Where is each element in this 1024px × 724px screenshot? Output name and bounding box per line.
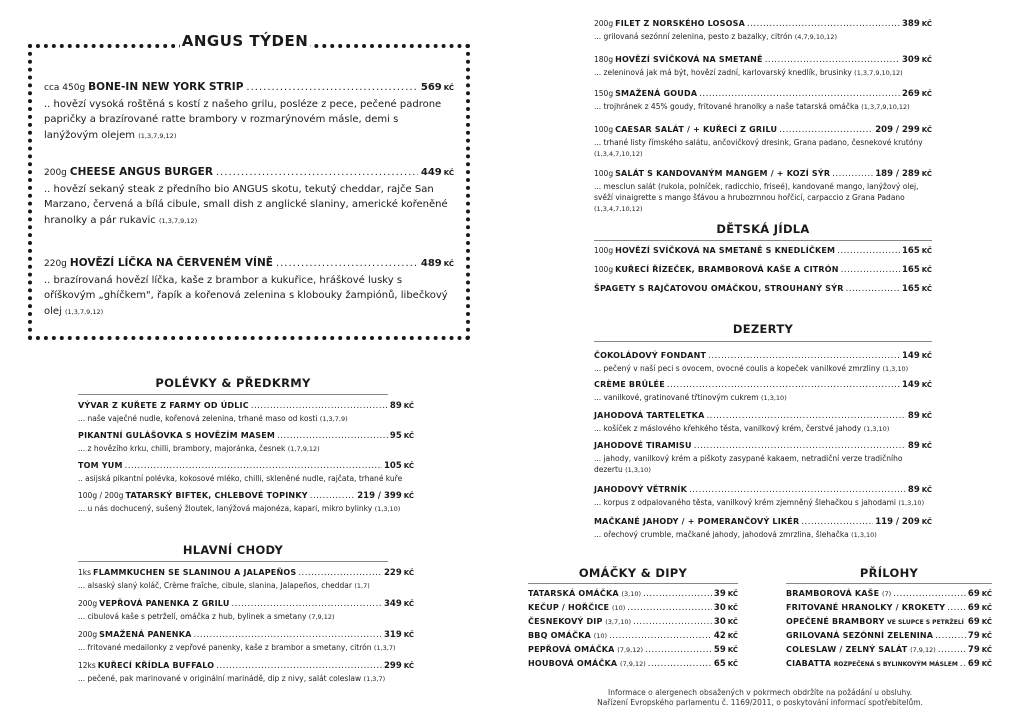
sides-title: PŘÍLOHY <box>859 566 919 580</box>
menu-item: ČESNEKOVÝ DIP (3,7,10) ..... 30 KČ <box>528 616 738 629</box>
mains-title: HLAVNÍ CHODY <box>182 543 284 557</box>
menu-item: 100g SALÁT S KANDOVANÝM MANGEM / + KOZÍ SÝR ..... 189 / 289 KČ ... mesclun salát (rukola, polníček, radicchio, friseé), kandované mango, lanýžový olej, svěží vinaigrette s mango šťávou a hrubozrnnou hořčicí, carpaccio z Grana Padano (1,3,4,7,10,12) <box>594 168 932 215</box>
menu-item: JAHODOVÉ TIRAMISU ..... 89 KČ ... jahody, vanilkový krém a piškoty zasypané kakaem, netradiční verze tradičního dezertu (1,3,10) <box>594 440 932 476</box>
menu-item: 100g HOVĚZÍ SVÍČKOVÁ NA SMETANĚ S KNEDLÍČKEM ..... 165 KČ <box>594 245 932 258</box>
menu-item: 100g / 200g TATARSKÝ BIFTEK, CHLEBOVÉ TOPINKY ..... 219 / 399 KČ ... u nás dochucený, sušený žloutek, lanýžová majonéza, kapari, mikro bylinky (1,3,10) <box>78 490 414 515</box>
menu-item: TOM YUM ..... 105 KČ .. asijská pikantní polévka, kokosové mléko, chilli, skleněné nudle, rajčata, trhané kuře <box>78 460 414 484</box>
menu-item: TATARSKÁ OMÁČKA (3,10) ..... 39 KČ <box>528 588 738 601</box>
menu-item: PIKANTNÍ GULÁŠOVKA S HOVĚZÍM MASEM ..... 95 KČ ... z hovězího krku, chilli, brambory, majoránka, česnek (1,7,9,12) <box>78 430 414 455</box>
desserts-title: DEZERTY <box>732 322 794 336</box>
menu-item: COLESLAW / ZELNÝ SALÁT (7,9,12) ..... 79 KČ <box>786 644 992 657</box>
menu-item: 150g SMAŽENÁ GOUDA ..... 269 KČ ... trojhránek z 45% goudy, fritované hranolky a naše tatarská omáčka (1,3,7,9,10,12) <box>594 88 932 113</box>
footer-line: Informace o alergenech obsažených v pokrmech obdržíte na požádání u obsluhy. <box>608 688 912 697</box>
menu-item: ŠPAGETY S RAJČATOVOU OMÁČKOU, STROUHANÝ SÝR ..... 165 KČ <box>594 283 932 296</box>
menu-item: MAČKANÉ JAHODY / + POMERANČOVÝ LIKÉR ..... 119 / 209 KČ ... ořechový crumble, mačkané jahody, jahodová zmrzlina, šlehačka (1,3,10) <box>594 516 932 541</box>
menu-item: KEČUP / HOŘČICE (10) ..... 30 KČ <box>528 602 738 615</box>
menu-item: 100g CAESAR SALÁT / + KUŘECÍ Z GRILU ..... 209 / 299 KČ ... trhané listy římského salátu, ančovičkový dresink, Grana padano, česnekové krutóny (1,3,4,7,10,12) <box>594 124 932 160</box>
menu-item: 200g VEPŘOVÁ PANENKA Z GRILU ..... 349 KČ ... cibulová kaše s petrželí, omáčka z hub, bylinek a smetany (7,9,12) <box>78 598 414 623</box>
menu-item: 180g HOVĚZÍ SVÍČKOVÁ NA SMETANĚ ..... 309 KČ ... zeleninová jak má být, hovězí zadní, karlovarský knedlík, brusinky (1,3,7,9,10,12) <box>594 54 932 79</box>
divider <box>594 240 932 241</box>
menu-item: 200g FILET Z NORSKÉHO LOSOSA ..... 389 KČ ... grilovaná sezónní zelenina, pesto z bazalky, citrón (4,7,9,10,12) <box>594 18 932 43</box>
menu-item: FRITOVANÉ HRANOLKY / KROKETY ..... 69 KČ <box>786 602 992 615</box>
menu-item: ČOKOLÁDOVÝ FONDANT ..... 149 KČ ... pečený v naší peci s ovocem, ovocné coulis a kopeček vanilkové zmrzliny (1,3,10) <box>594 350 932 375</box>
menu-item: OPEČENÉ BRAMBORY VE SLUPCE S PETRŽELÍ ..... 69 KČ <box>786 616 992 629</box>
angus-week-title: ANGUS TÝDEN <box>181 32 309 50</box>
menu-item: BRAMBOROVÁ KAŠE (7) ..... 69 KČ <box>786 588 992 601</box>
divider <box>594 341 932 342</box>
menu-item: 200g SMAŽENÁ PANENKA ..... 319 KČ ... fritované medailonky z vepřové panenky, kaše z brambor a smetany, citrón (1,3,7) <box>78 629 414 654</box>
kids-title: DĚTSKÁ JÍDLA <box>716 222 810 236</box>
menu-item: CIABATTA ROZPEČENÁ S BYLINKOVÝM MÁSLEM ..... 69 KČ <box>786 658 992 671</box>
menu-item: cca 450g BONE-IN NEW YORK STRIP ..... 569 KČ .. hovězí vysoká roštěná s kostí z našeho grilu, posléze z pece, pečené padrone papričky a brazírované ratte brambory v rozmarýnovém másle, demi s lanýžovým olejem (1,3,7,9,12) <box>44 80 454 144</box>
divider <box>78 394 388 395</box>
menu-item: 200g CHEESE ANGUS BURGER ..... 449 KČ .. hovězí sekaný steak z předního bio ANGUS skotu, tekutý cheddar, rajče San Marzano, červená a bílá cibule, small dish z anglické slaniny, americké kořeněné hranolky a pár rukavic (1,3,7,9,12) <box>44 165 454 229</box>
divider <box>528 583 738 584</box>
divider <box>786 583 992 584</box>
footer-line: Nařízení Evropského parlamentu č. 1169/2011, o poskytování informací spotřebitelům. <box>597 698 923 707</box>
menu-item: VÝVAR Z KUŘETE Z FARMY OD ÚDLIC ..... 89 KČ ... naše vaječné nudle, kořenová zelenina, trhané maso od kosti (1,3,7,9) <box>78 400 414 425</box>
menu-item: 12ks KUŘECÍ KŘÍDLA BUFFALO ..... 299 KČ ... pečené, pak marinované v originální marinádě, dip z nivy, salát coleslaw (1,3,7) <box>78 660 414 685</box>
menu-item: CRÈME BRÛLÉE ..... 149 KČ ... vanilkové, gratinované třtinovým cukrem (1,3,10) <box>594 379 932 404</box>
soups-title: POLÉVKY & PŘEDKRMY <box>155 376 311 390</box>
menu-item: 220g HOVĚZÍ LÍČKA NA ČERVENÉM VÍNĚ ..... 489 KČ .. brazírovaná hovězí líčka, kaše z brambor a kukuřice, hráškové lusky s oříškovým „ghíčkem", řapík a kořenová zelenina s klobouky žampiónů, libečkový olej (1,3,7,9,12) <box>44 256 454 320</box>
menu-item: 100g KUŘECÍ ŘÍZEČEK, BRAMBOROVÁ KAŠE A CITRÓN ..... 165 KČ <box>594 264 932 277</box>
menu-item: JAHODOVÝ VĚTRNÍK ..... 89 KČ ... korpus z odpalovaného těsta, vanilkový krém zjemněný šlehačkou s jahodami (1,3,10) <box>594 484 932 509</box>
menu-item: GRILOVANÁ SEZÓNNÍ ZELENINA ..... 79 KČ <box>786 630 992 643</box>
allergen-footer <box>560 688 960 708</box>
menu-item: BBQ OMÁČKA (10) ..... 42 KČ <box>528 630 738 643</box>
menu-item: JAHODOVÁ TARTELETKA ..... 89 KČ ... košíček z máslového křehkého těsta, vanilkový krém, čerstvé jahody (1,3,10) <box>594 410 932 435</box>
divider <box>78 561 388 562</box>
menu-item: 1ks FLAMMKUCHEN SE SLANINOU A JALAPEÑOS ..... 229 KČ ... alsaský slaný koláč, Crème fraîche, cibule, slanina, Jalapeños, cheddar (1,7) <box>78 567 414 592</box>
sauces-title: OMÁČKY & DIPY <box>578 566 688 580</box>
menu-item: PEPŘOVÁ OMÁČKA (7,9,12) ..... 59 KČ <box>528 644 738 657</box>
menu-item: HOUBOVÁ OMÁČKA (7,9,12) ..... 65 KČ <box>528 658 738 671</box>
